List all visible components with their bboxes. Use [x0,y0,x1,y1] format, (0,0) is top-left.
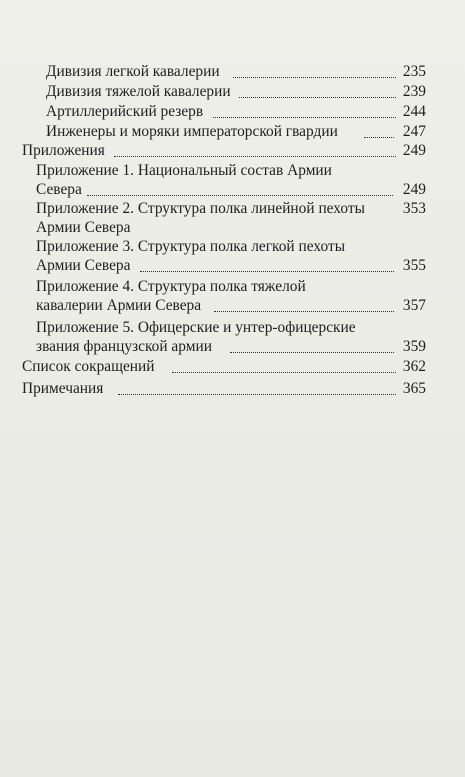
toc-entry-title: Приложения [22,142,105,159]
toc-entry-title-line1: Приложение 2. Структура полка линейной пехоты [36,200,365,217]
toc-entry-abbreviations [22,359,426,377]
toc-page-number: 365 [402,380,426,397]
toc-entry-notes [22,381,426,399]
toc-entry-title: Список сокращений [22,358,155,375]
dot-leader [140,269,394,272]
toc-page-number: 357 [402,297,426,314]
toc-page-number: 249 [402,181,426,198]
dot-leader [213,115,396,118]
toc-entry-engineers-sailors [46,124,426,142]
toc-page-number: 355 [402,257,426,274]
toc-entry-title-line1: Приложение 5. Офицерские и унтер-офицерские [36,319,356,336]
toc-entry-title-line1: Приложение 4. Структура полка тяжелой [36,278,306,295]
toc-page-number: 359 [402,338,426,355]
toc-entry-title-line2: звания французской армии [36,338,212,355]
toc-entry-title-line2: кавалерии Армии Севера [36,297,202,314]
toc-entry-title-line1: Приложение 3. Структура полка легкой пехоты [36,238,346,255]
dot-leader [87,193,393,196]
toc-entry-appendix-4 [36,279,426,317]
toc-entry-title-line1: Приложение 1. Национальный состав Армии [36,162,332,179]
toc-entry-title-line2: Севера [36,181,82,198]
dot-leader [233,75,396,78]
toc-page-number: 244 [402,103,426,120]
dot-leader [214,309,394,312]
toc-page-number: 239 [402,83,426,100]
toc-entry-appendix-3 [36,239,426,277]
dot-leader [230,350,394,353]
toc-entry-title: Дивизия тяжелой кавалерии [46,83,231,100]
dot-leader [118,392,396,395]
toc-page-number: 249 [402,142,426,159]
toc-page-number: 235 [402,63,426,80]
toc-entry-light-cavalry [46,64,426,82]
toc-entry-appendix-5 [36,320,426,358]
toc-entry-appendices [22,143,426,161]
toc-entry-artillery-reserve [46,104,426,122]
toc-entry-appendix-1 [36,163,426,201]
toc-entry-title: Инженеры и моряки императорской гвардии [46,123,338,140]
toc-page-number: 362 [402,358,426,375]
toc-entry-heavy-cavalry [46,84,426,102]
toc-page-number: 247 [402,123,426,140]
toc-entry-title: Примечания [22,380,104,397]
toc-page-number: 353 [402,200,426,217]
dot-leader [239,95,396,98]
toc-entry-title-line2: Армии Севера [36,219,131,236]
toc-entry-title: Артиллерийский резерв [46,103,204,120]
dot-leader [172,370,396,373]
toc-entry-appendix-2 [36,201,426,239]
dot-leader [114,154,396,157]
toc-entry-title-line2: Армии Севера [36,257,131,274]
toc-entry-title: Дивизия легкой кавалерии [46,63,220,80]
